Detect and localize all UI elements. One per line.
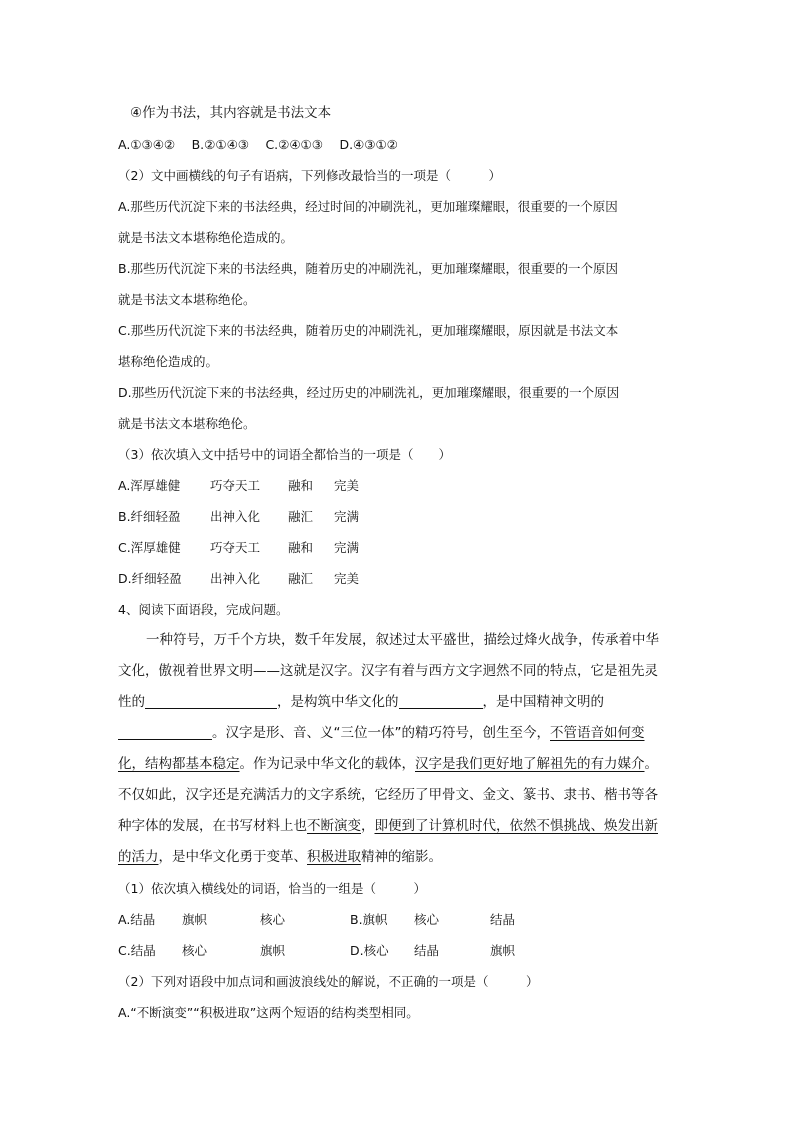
s4-q2-option-a: A.“不断演变”“积极进取”这两个短语的结构类型相同。 — [118, 1005, 419, 1020]
item-4-text: ④作为书法，其内容就是书法文本 — [130, 105, 332, 121]
q3-option-d — [118, 563, 678, 594]
passage-text: ，是中国精神文明的 — [482, 694, 604, 710]
q2-option-a-line1: A.那些历代沉淀下来的书法经典，经过时间的冲刷洗礼，更加璀璨耀眼，很重要的一个原因 — [118, 199, 618, 214]
option-word: 结晶 — [490, 912, 516, 927]
passage-line — [118, 811, 678, 842]
passage-text: ，是构筑中华文化的 — [277, 694, 399, 710]
option-word: 融汇 — [288, 509, 314, 524]
option-word: 核心 — [414, 912, 440, 927]
q3-option-c — [118, 532, 678, 563]
option-word: 融和 — [288, 478, 314, 493]
section-4-title: 4、阅读下面语段，完成问题。 — [118, 602, 289, 617]
passage-text: ， — [361, 818, 375, 834]
option-word: 结晶 — [414, 943, 440, 958]
passage-line — [118, 749, 678, 780]
q1-options: A.①③④② B.②①④③ C.②④①③ D.④③①② — [118, 137, 398, 152]
option-word: 旗帜 — [182, 912, 208, 927]
option-label: D.纤细轻盈 — [118, 571, 182, 586]
passage-text: ，是中华文化勇于变革、 — [158, 849, 307, 865]
s4-q1-stem: （1）依次填入横线处的词语，恰当的一组是（ ） — [118, 881, 426, 896]
passage-text: 种字体的发展，在书写材料上也 — [118, 818, 307, 834]
passage-line: 一种符号，万千个方块，数千年发展，叙述过太平盛世，描绘过烽火战争，传承着中华 — [146, 632, 659, 648]
s4-q2-stem: （2）下列对语段中加点词和画波浪线处的解说，不正确的一项是（ ） — [118, 974, 539, 989]
q2-option-b-line2: 就是书法文本堪称绝伦。 — [118, 292, 256, 307]
option-word: 融和 — [288, 540, 314, 555]
q3-option-a — [118, 470, 678, 501]
option-word: 融汇 — [288, 571, 314, 586]
option-label: A.浑厚雄健 — [118, 478, 181, 493]
q2-option-d-line2: 就是书法文本堪称绝伦。 — [118, 416, 256, 431]
option-label: D.核心 — [350, 943, 389, 958]
option-word: 巧夺天工 — [210, 478, 261, 493]
option-word: 巧夺天工 — [210, 540, 261, 555]
q3-option-b — [118, 501, 678, 532]
option-word: 核心 — [260, 912, 286, 927]
option-word: 完满 — [334, 540, 360, 555]
passage-line — [118, 718, 678, 749]
passage-line: 文化，傲视着世界文明——这就是汉字。汉字有着与西方文字迥然不同的特点，它是祖先灵 — [118, 663, 658, 679]
option-word: 完美 — [334, 571, 360, 586]
q2-option-c-line2: 堪称绝伦造成的。 — [118, 354, 219, 369]
passage-text: 。 — [644, 756, 658, 772]
option-word: 核心 — [182, 943, 208, 958]
passage-text: 。作为记录中华文化的载体， — [239, 756, 415, 772]
option-label: A.结晶 — [118, 912, 156, 927]
q2-option-d-line1: D.那些历代沉淀下来的书法经典，经过历史的冲刷洗礼，更加璀璨耀眼，很重要的一个原因 — [118, 385, 620, 400]
q2-stem: （2）文中画横线的句子有语病，下列修改最恰当的一项是（ ） — [118, 168, 501, 183]
wavy-line-phrase: 的活力 — [118, 849, 159, 865]
fill-blank-3[interactable] — [118, 723, 212, 740]
document-page — [118, 98, 678, 1028]
q2-option-a-line2: 就是书法文本堪称绝伦造成的。 — [118, 230, 294, 245]
option-word: 出神入化 — [210, 509, 261, 524]
wavy-line-phrase: 即便到了计算机时代，依然不惧挑战、焕发出新 — [374, 818, 658, 834]
q3-stem: （3）依次填入文中括号中的词语全都恰当的一项是（ ） — [118, 447, 451, 462]
underlined-phrase: 化，结构都基本稳定 — [118, 756, 240, 772]
passage-text: 。汉字是形、音、义“三位一体”的精巧符号，创生至今， — [212, 725, 550, 741]
s4-q1-options-row2 — [118, 935, 678, 966]
option-label: B.旗帜 — [350, 912, 388, 927]
underlined-phrase: 不管语音如何变 — [550, 725, 645, 741]
option-label: B.纤细轻盈 — [118, 509, 181, 524]
passage-line: 不仅如此，汉字还是充满活力的文字系统，它经历了甲骨文、金文、篆书、隶书、楷书等各 — [118, 787, 658, 803]
passage-line — [118, 842, 678, 873]
option-word: 出神入化 — [210, 571, 261, 586]
passage-line — [118, 687, 678, 718]
underlined-sentence: 汉字是我们更好地了解祖先的有力媒介 — [415, 756, 645, 772]
option-word: 旗帜 — [260, 943, 286, 958]
q2-option-c-line1: C.那些历代沉淀下来的书法经典，随着历史的冲刷洗礼，更加璀璨耀眼，原因就是书法文本 — [118, 323, 619, 338]
option-word: 完美 — [334, 478, 360, 493]
passage-text: 性的 — [118, 694, 145, 710]
fill-blank-1[interactable] — [145, 692, 277, 709]
option-word: 完满 — [334, 509, 360, 524]
option-word: 旗帜 — [490, 943, 516, 958]
q2-option-b-line1: B.那些历代沉淀下来的书法经典，随着历史的冲刷洗礼，更加璀璨耀眼，很重要的一个原因 — [118, 261, 619, 276]
dotted-phrase: 积极进取 — [307, 849, 361, 865]
fill-blank-2[interactable] — [399, 692, 483, 709]
option-label: C.结晶 — [118, 943, 156, 958]
option-label: C.浑厚雄健 — [118, 540, 181, 555]
dotted-phrase: 不断演变 — [307, 818, 361, 834]
s4-q1-options-row1 — [118, 904, 678, 935]
passage-text: 精神的缩影。 — [361, 849, 442, 865]
